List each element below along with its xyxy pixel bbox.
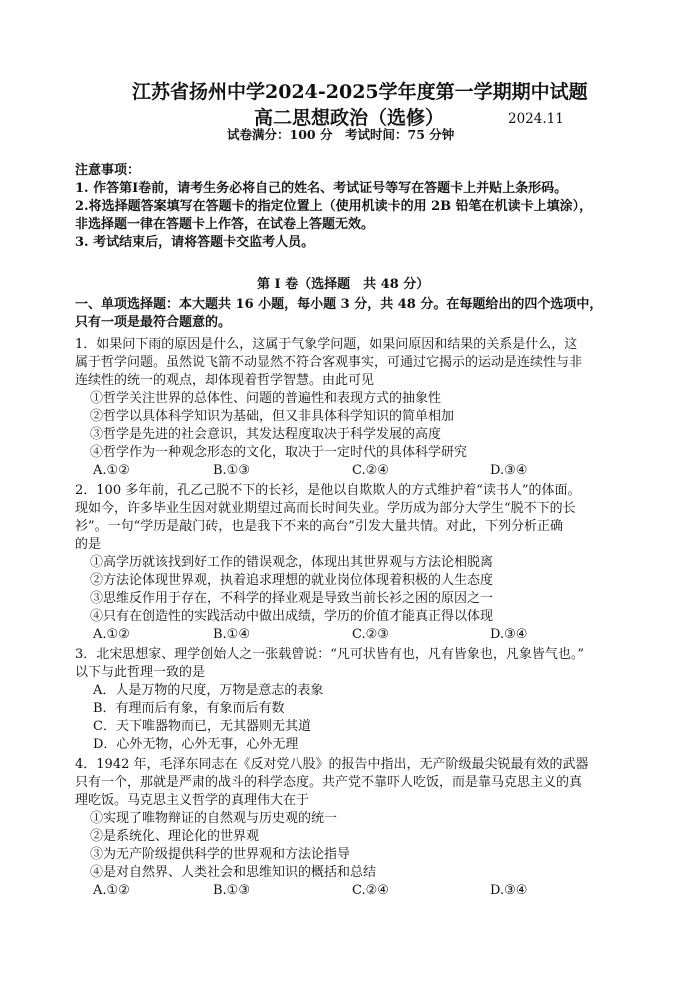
question-2-option-b: B.①④	[213, 627, 250, 642]
question-4-stem: 4．1942 年，毛泽东同志在《反对党八股》的报告中指出，无产阶级最尖锐最有效的武器	[75, 757, 589, 772]
question-3-choice-a: A．人是万物的尺度，万物是意志的表象	[93, 683, 324, 698]
notice-item: 1. 作答第Ⅰ卷前，请考生务必将自己的姓名、考试证号等写在答题卡上并贴上条形码。	[75, 181, 568, 196]
question-2-statement: ②方法论体现世界观，执着追求理想的就业岗位体现着积极的人生态度	[90, 573, 494, 588]
question-2-stem: 的是	[75, 537, 102, 552]
question-3-choice-c: C．天下唯器物而已，无其器则无其道	[93, 719, 311, 734]
question-1-option-c: C.②④	[352, 463, 389, 478]
question-2-option-d: D.③④	[490, 627, 528, 642]
time-info: 考试时间：75 分钟	[345, 127, 455, 142]
question-2-statement: ①高学历就该找到好工作的错误观念，体现出其世界观与方法论相脱离	[90, 555, 494, 570]
question-4-option-d: D.③④	[490, 883, 528, 898]
section-instruction: 只有一项是最符合题意的。	[75, 315, 232, 330]
question-4-statement: ②是系统化、理论化的世界观	[90, 829, 260, 844]
question-4-statement: ①实现了唯物辩证的自然观与历史观的统一	[90, 811, 338, 826]
question-3-choice-b: B．有理而后有象，有象而后有数	[93, 701, 285, 716]
question-1-stem: 连续性的统一的观点，却体现着哲学智慧。由此可见	[75, 373, 375, 388]
question-1-statement: ④哲学作为一种观念形态的文化，取决于一定时代的具体科学研究	[90, 445, 468, 460]
section-title: 第 Ⅰ 卷（选择题 共 48 分）	[257, 277, 430, 292]
question-2-option-c: C.②③	[352, 627, 389, 642]
question-1-stem: 属于哲学问题。虽然说飞箭不动显然不符合客观事实，可通过它揭示的运动是连续性与非	[75, 355, 583, 370]
notice-item: 3. 考试结束后，请将答题卡交监考人员。	[75, 235, 315, 250]
section-instruction: 一、单项选择题：本大题共 16 小题，每小题 3 分，共 48 分。在每题给出的四个选项中，	[75, 297, 603, 312]
question-3-stem: 3．北宋思想家、理学创始人之一张载曾说：“凡可状皆有也，凡有皆象也，凡象皆气也。”	[75, 647, 585, 662]
question-2-statement: ③思维反作用于存在，不科学的择业观是导致当前长衫之困的原因之一	[90, 591, 494, 606]
notice-item: 2.将选择题答案填写在答题卡的指定位置上（使用机读卡的用 2B 铅笔在机读卡上填涂），	[75, 199, 593, 214]
question-4-statement: ④是对自然界、人类社会和思维知识的概括和总结	[90, 865, 377, 880]
question-1-stem: 1．如果问下雨的原因是什么，这属于气象学问题，如果问原因和结果的关系是什么，这	[75, 337, 578, 352]
question-4-stem: 理吃饭。马克思主义哲学的真理伟大在于	[75, 793, 310, 808]
question-2-stem: 现如今，许多毕业生因对就业期望过高而长时间失业。学历成为部分大学生“脱不下的长	[75, 501, 576, 516]
question-4-option-c: C.②④	[352, 883, 389, 898]
exam-title: 江苏省扬州中学2024-2025学年度第一学期期中试题	[132, 81, 588, 103]
question-2-statement: ④只有在创造性的实践活动中做出成绩，学历的价值才能真正得以体现	[90, 609, 494, 624]
question-4-stem: 只有一个，那就是严肃的战斗的科学态度。共产党不靠吓人吃饭，而是靠马克思主义的真	[75, 775, 583, 790]
exam-date: 2024.11	[508, 111, 564, 127]
question-1-statement: ②哲学以具体科学知识为基础，但又非具体科学知识的简单相加	[90, 409, 455, 424]
question-1-statement: ③哲学是先进的社会意识，其发达程度取决于科学发展的高度	[90, 427, 442, 442]
question-2-stem: 2．100 多年前，孔乙己脱不下的长衫，是他以自欺欺人的方式维护着“读书人”的体面。	[75, 483, 581, 498]
score-info: 试卷满分：100 分	[227, 127, 333, 142]
question-2-stem: 衫”。一句“学历是敲门砖，也是我下不来的高台”引发大量共情。对此，下列分析正确	[75, 519, 563, 534]
notice-heading: 注意事项：	[75, 163, 141, 178]
notice-item: 非选择题一律在答题卡上作答，在试卷上答题无效。	[75, 217, 375, 232]
question-3-choice-d: D．心外无物，心外无事，心外无理	[93, 737, 299, 752]
question-1-option-b: B.①③	[213, 463, 250, 478]
exam-subject: 高二思想政治（选修）	[254, 107, 445, 129]
question-2-option-a: A.①②	[93, 627, 130, 642]
question-4-option-a: A.①②	[93, 883, 130, 898]
question-1-option-a: A.①②	[93, 463, 130, 478]
question-4-statement: ③为无产阶级提供科学的世界观和方法论指导	[90, 847, 351, 862]
question-1-statement: ①哲学关注世界的总体性、问题的普遍性和表现方式的抽象性	[90, 391, 442, 406]
question-1-option-d: D.③④	[490, 463, 528, 478]
question-3-stem: 以下与此哲理一致的是	[75, 665, 206, 680]
question-4-option-b: B.①③	[213, 883, 250, 898]
